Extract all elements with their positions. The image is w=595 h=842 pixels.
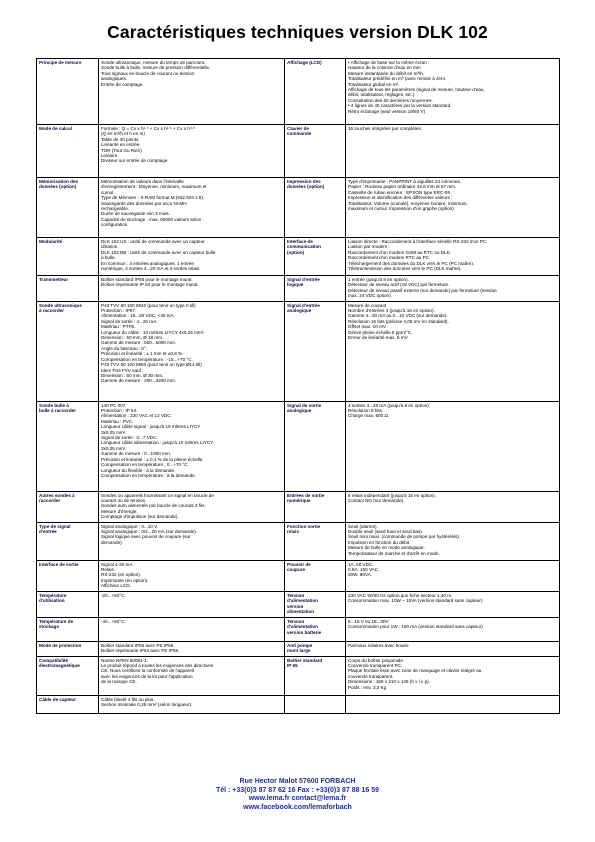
spec-value-line: 16 touches intégrées par complètes. <box>348 126 423 131</box>
spec-value-line: Dimension : 60 mm, Ø 30 mm. <box>101 372 164 378</box>
spec-value-left <box>99 491 285 522</box>
spec-label-line: Sonde ultrasonique <box>39 302 82 308</box>
spec-label-left <box>37 238 99 276</box>
spec-value-line: Sondes ou appareils fournissant un signal en boucle de <box>101 492 214 498</box>
spec-label-right <box>285 591 346 617</box>
spec-value-line: Raccordement d'un modem RTC au PC. <box>348 255 431 261</box>
spec-value-line: Mesure d'énergie. <box>101 508 138 514</box>
spec-value-line: ultrason. <box>101 244 119 250</box>
spec-value-line: analogiques. <box>101 76 128 82</box>
spec-value-line: Longueur câble signal : jusqu'à 10 mètres LIYCY <box>101 424 201 430</box>
spec-value-line: Compensation en température : à la demande. <box>101 472 196 478</box>
spec-value-line: Longueur du câble : 10 mètres LIYCY 4x0,25 mm². <box>101 329 205 335</box>
spec-label-right <box>285 617 346 641</box>
spec-label-line: Boîtier standard <box>287 657 323 663</box>
spec-value-right <box>346 491 560 522</box>
spec-label-line: Principe de mesure <box>39 60 82 65</box>
spec-value-line: DLK 102 US : unité de commande avec un capteur <box>101 239 205 244</box>
spec-label-line: mont large <box>287 648 311 654</box>
spec-value-line: Dimension : 50 mm, Ø 18 mm. <box>101 335 164 341</box>
spec-value-right <box>346 641 560 656</box>
spec-value-line: Imprimante (en option). <box>101 577 149 583</box>
spec-label-right <box>285 276 346 302</box>
spec-value-line: P43 TVV 60 100 0850 (pour tenir un type Ø14 till) <box>101 362 202 368</box>
spec-value-line: Totalisateur prédéfini en m³ (avec remise à zéro. <box>348 76 447 82</box>
spec-value-line: Sauvegarde des données par accu Ni-MH <box>101 200 187 206</box>
footer-contact <box>0 778 595 812</box>
spec-label-line: Signal d'entrée <box>287 302 320 308</box>
spec-value-line: Nombre d'entrées 4 (jusqu'à 16 en option). <box>348 308 435 314</box>
spec-label-left <box>37 59 99 125</box>
spec-label-line: raccorder <box>39 498 61 504</box>
spec-value-line: Dérive pleine échelle 5 ppm/°C. <box>348 329 413 335</box>
spec-value-line: Cassette de ruban encreur : EPSON type ERC-09 <box>348 189 450 195</box>
spec-label-line: Compatibilité <box>39 657 69 663</box>
spec-label-right <box>285 59 346 125</box>
spec-value-left <box>99 522 285 560</box>
spec-label-line: Clavier de <box>287 126 309 131</box>
spec-label-line: Câble de capteur <box>39 696 77 702</box>
spec-label-line: Affichage (LCD) <box>287 60 322 65</box>
spec-value-left <box>99 656 285 695</box>
spec-label-line: Autres sondes à <box>39 492 75 498</box>
spec-row <box>37 591 560 617</box>
spec-value-line: Le produit répond à toutes les exigences des directives <box>101 662 214 668</box>
spec-label-left <box>37 522 99 560</box>
spec-value-line: Double seuil (seuil haut et seuil bas). <box>348 529 424 535</box>
spec-label-line: Sonde bulle à <box>39 402 69 408</box>
spec-label-right <box>285 560 346 591</box>
spec-value-left <box>99 641 285 656</box>
spec-label-line: version <box>287 603 304 609</box>
spec-value-line: -20...+50°C. <box>101 592 126 598</box>
spec-label-line: relais <box>287 529 300 535</box>
spec-label-line: analogique <box>287 408 312 414</box>
spec-row <box>37 641 560 656</box>
spec-row <box>37 695 560 713</box>
spec-value-line: Consommation max. 10W – 15VA (version standard sans capteur) <box>348 598 483 604</box>
spec-row <box>37 59 560 125</box>
spec-value-line: Type de Mémoire : S-RAM format M (632.504 x 8). <box>101 195 205 201</box>
spec-value-line: Angle du faisceau : 6°. <box>101 345 148 351</box>
spec-label-line: données (option) <box>287 184 325 190</box>
spec-value-right <box>346 238 560 276</box>
spec-value-line: 1A, 60 VDC. <box>348 561 374 567</box>
spec-label-left <box>37 401 99 491</box>
spec-value-left <box>99 401 285 491</box>
spec-value-line: 30W, 60VA. <box>348 572 372 578</box>
footer-web-email[interactable]: www.lema.fr contact@lema.fr <box>248 795 347 803</box>
spec-label-line: Modularité <box>39 239 63 244</box>
spec-value-line: max. 24 VDC option). <box>348 293 392 299</box>
spec-value-line: Afficheur LCD. <box>101 583 131 589</box>
spec-value-right <box>346 401 560 491</box>
spec-value-right <box>346 276 560 302</box>
spec-value-line: Compensation en température : 0...+70 °C. <box>101 462 189 468</box>
spec-label-line: communication <box>287 244 321 250</box>
spec-value-line: configuration. <box>101 222 129 228</box>
spec-value-line: cumul. <box>101 189 115 195</box>
spec-label-line: Température <box>39 592 67 598</box>
spec-value-line: Boîtier standard IP65 pour le montage mural. <box>101 277 193 282</box>
spec-value-line: Rétro éclairage (seul version 19/64 V) <box>348 108 426 114</box>
spec-value-line: Affichage de tous les paramètres (signal de mesure, hauteur d'eau, <box>348 87 485 93</box>
spec-value-line: Boîtier standard IP65 avec PE IP65. <box>101 642 175 648</box>
spec-value-line: Table de 30 points. <box>101 136 140 142</box>
spec-value-line: Mesure de bulle en mode analogique. <box>348 545 425 551</box>
spec-value-line: Boîtier imprimante IP 54 pour le montage mural. <box>101 282 199 288</box>
spec-label-right <box>285 238 346 276</box>
spec-value-line: Plaque frontale lisse avec zone de marquage et clavier intégré au <box>348 668 482 674</box>
spec-value-left <box>99 617 285 641</box>
spec-value-left <box>99 695 285 713</box>
spec-label-left <box>37 695 99 713</box>
spec-value-line: Détecteur de niveau passif externe (sur demande) par fermeture (tension <box>348 287 497 293</box>
spec-value-line: Matériau : PTFE. <box>101 324 136 330</box>
footer-address: Rue Hector Malot 57600 FORBACH <box>239 778 356 785</box>
spec-label-left <box>37 301 99 401</box>
spec-row <box>37 238 560 276</box>
spec-value-right <box>346 591 560 617</box>
spec-value-left <box>99 125 285 178</box>
spec-label-line: bulle à raccorder <box>39 408 77 414</box>
spec-row <box>37 276 560 302</box>
spec-value-line: Protection : IP67. <box>101 308 137 314</box>
spec-value-line: de la marque CE. <box>101 679 137 685</box>
spec-value-line: d'enregistrement : Moyenne, minimum, maximum et <box>101 184 207 190</box>
spec-value-line: Signal analogique : 0/4...20 mA (sur demande). <box>101 529 198 535</box>
spec-value-line: Mémorisation de valeurs dans l'intervalle <box>101 179 184 184</box>
spec-value-line: Linéarité en entrée. <box>101 142 141 148</box>
spec-value-line: Erreur de linéarité max. 5 mV. <box>348 335 409 341</box>
spec-label-left <box>37 560 99 591</box>
spec-label-line: électromagnétique <box>39 662 80 668</box>
spec-value-line: Alimentation : 230 VAC et 12 VDC. <box>101 413 172 419</box>
spec-label-left <box>37 617 99 641</box>
spec-value-line: -40...+60°C. <box>101 618 126 624</box>
spec-value-line: Gamme de mesure : 500...6000 mm. <box>101 340 177 346</box>
spec-label-right <box>285 695 346 713</box>
spec-value-line: courant ou de tension. <box>101 498 147 504</box>
spec-value-line: Relais. <box>101 567 116 573</box>
spec-value-line: Gamme de mesure : 200...3200 mm. <box>101 378 177 384</box>
spec-value-line: Signal de sortie : 4...20 mA. <box>101 318 158 324</box>
spec-value-line: Câble blindé 4 fils ou plus. <box>101 696 155 702</box>
spec-value-line: Durée de sauvegarde min 3 mois. <box>101 211 170 217</box>
spec-value-line: Hauteur de la colonne d'eau en mm. <box>348 65 422 71</box>
spec-value-line: Longueur câble alimentation : jusqu'à 10 mètres LIYCY <box>101 440 214 446</box>
spec-table <box>36 58 560 714</box>
spec-value-line: Boîtier imprimante IP54 avec PE IP65. <box>101 648 180 654</box>
spec-value-line: Liaison directe : Raccordement à l'interface sérielle RS-232 d'un PC. <box>348 239 488 244</box>
spec-label-line: données (option) <box>39 184 77 190</box>
spec-value-line: Tous signaux en boucle de courant ou tension <box>101 70 195 76</box>
footer-phone: Tél : +33(0)3 87 87 62 16 Fax : +33(0)3 87 88 16 59 <box>215 786 380 794</box>
spec-label-left <box>37 641 99 656</box>
spec-label-line: d'entrée <box>39 529 57 535</box>
spec-value-line: Poids : env. 3,3 Kg <box>348 684 387 690</box>
spec-value-line: avec les exigences de la loi pour l'application <box>101 673 193 679</box>
spec-value-right <box>346 522 560 560</box>
spec-label-line: Transmetteur <box>39 277 69 282</box>
spec-value-line: Détecteur de niveau actif (18 VDC) par fermeture. <box>348 282 450 288</box>
spec-value-line: maximum et cumul. Impression d'un graphe (option) <box>348 206 454 212</box>
spec-value-line: Contact NO (sur demande). <box>348 498 405 504</box>
spec-label-line: analogique <box>287 308 312 314</box>
spec-value-left <box>99 238 285 276</box>
spec-value-line: 3x0,25 mm². <box>101 445 127 451</box>
page-title: Caractéristiques techniques version DLK 102 <box>107 22 488 42</box>
spec-value-line: Totalisateur, Volume (cumulé), moyenne horaire, minimum, <box>348 200 468 206</box>
spec-label-line: IP 65 <box>287 662 298 668</box>
spec-value-line: Mesure instantanée du débit en m³/h. <box>348 70 425 76</box>
spec-row <box>37 401 560 491</box>
spec-value-right <box>346 695 560 713</box>
spec-value-left <box>99 59 285 125</box>
spec-value-line: Liaison par modem : <box>348 244 390 250</box>
spec-value-line: Totalisateur global en m³. <box>348 81 400 87</box>
spec-value-line: Type d'imprimante : PANPRINT à aiguilles 24 colonnes. <box>348 179 462 184</box>
spec-label-line: Interface de <box>287 239 313 244</box>
spec-value-line: demande). <box>101 539 123 545</box>
spec-value-right <box>346 178 560 238</box>
spec-label-line: commande <box>287 131 312 137</box>
spec-value-line: Sondes auto alimentée par boucle de courant 4 fils. <box>101 503 206 509</box>
spec-row <box>37 125 560 178</box>
spec-label-line: alimentation <box>287 608 315 614</box>
spec-value-line: Capacité de stockage : max. 60000 valeurs selon <box>101 216 202 222</box>
spec-value-line: DLK 102 BB : unité de commande avec un capteur bulle <box>101 249 216 255</box>
spec-label-right <box>285 656 346 695</box>
spec-label-line: Mode de protection <box>39 642 82 648</box>
spec-value-left <box>99 301 285 401</box>
spec-label-left <box>37 591 99 617</box>
spec-value-line: Seuil (alarme). <box>348 523 378 529</box>
spec-row <box>37 301 560 401</box>
spec-label-right <box>285 178 346 238</box>
spec-row <box>37 522 560 560</box>
spec-value-right <box>346 59 560 125</box>
spec-value-line: Temporisateur de marche et d'arrêt en mode. <box>348 550 440 556</box>
spec-value-line: Idem P43 FVV sauf : <box>101 367 144 373</box>
spec-label-line: numérique <box>287 498 311 504</box>
spec-value-line: Parmaux solaires avec bouée <box>348 642 409 648</box>
spec-label-line: logique <box>287 282 304 288</box>
spec-value-line: à bulle. <box>101 255 116 261</box>
spec-label-left <box>37 178 99 238</box>
spec-label-left <box>37 491 99 522</box>
footer-facebook[interactable]: www.facebook.com/lemaforbach <box>243 803 352 811</box>
spec-value-line: Comptage d'impulsion (sur demande). <box>101 514 179 520</box>
spec-value-line: Impulsion en fonction du débit. <box>348 539 411 545</box>
spec-value-line: Signal 4-20 mA. <box>101 561 134 567</box>
spec-label-line: Anti pompe <box>287 642 313 648</box>
spec-label-left <box>37 656 99 695</box>
spec-row <box>37 617 560 641</box>
spec-label-line: Signal d'entrée <box>287 277 320 282</box>
spec-value-line: P43 TVV 60 100 0840 (pour tenir un type 0 till) <box>101 302 196 308</box>
spec-value-line: Corps du boîtier polyamide. <box>348 657 405 663</box>
spec-label-line: (option) <box>287 249 305 255</box>
spec-value-line: Formule : Q = Cv x h¹·⁵ + Cv x h²·⁵ + Cv x h³·⁵ <box>101 126 195 131</box>
spec-value-line: Précision et linéarité : ± 1 mm et ±0,8 %. <box>101 351 184 357</box>
spec-value-line: Matériau : PVC. <box>101 418 134 424</box>
spec-row <box>37 178 560 238</box>
spec-value-line: Téléchargement des données du DLK vers le PC (PC maître). <box>348 260 475 266</box>
spec-label-right <box>285 522 346 560</box>
spec-value-right <box>346 560 560 591</box>
spec-label-line: Impression des <box>287 179 321 184</box>
spec-value-line: Mesure de courant <box>348 302 387 308</box>
spec-value-line: Signal logique avec pouvoir de coupure (sur <box>101 534 191 540</box>
spec-row <box>37 491 560 522</box>
spec-value-line: TOR (Tout Ou Rien) <box>101 147 142 153</box>
spec-label-right <box>285 641 346 656</box>
spec-value-line: Raccordement d'un modem GSM au RTC ou DLK. <box>348 249 451 255</box>
spec-label-line: stockage <box>39 624 59 630</box>
spec-label-line: Pouvoir de <box>287 561 311 567</box>
spec-value-line: Signal analogique : 0...10 V. <box>101 523 159 529</box>
spec-value-line: 1 entrée (jusqu'à 8 en option). <box>348 277 409 282</box>
spec-label-line: Tension <box>287 592 305 598</box>
spec-value-line: Résolution 16 bits (précise 4,00 mV en standard). <box>348 318 449 324</box>
spec-label-line: Signal de sortie <box>287 402 322 408</box>
spec-row <box>37 560 560 591</box>
spec-value-line: Consultation des 60 dernières moyennes. <box>348 97 433 103</box>
spec-value-line: Consommation pour 1W : 150 mA (version standard sans capteur) <box>348 624 483 630</box>
spec-label-line: Interface de sortie <box>39 561 79 567</box>
spec-value-line: couvercle transparent. <box>348 673 394 679</box>
spec-value-line: Longueur du flexible : à la demande. <box>101 467 176 473</box>
spec-value-line: 230 VAC 50/60 Hz option que fiche secteur 1,40 m. <box>348 592 453 598</box>
spec-label-line: Température de <box>39 618 74 624</box>
spec-label-line: Mémorisation des <box>39 179 79 184</box>
spec-label-line: Entrées de sortie <box>287 492 325 498</box>
spec-label-line: version batterie <box>287 629 322 635</box>
spec-value-line: numérique, 4 sorties 4...20 mA et 4 sorties relais. <box>101 266 201 272</box>
spec-value-line: Offset max. 10 mV. <box>348 324 387 330</box>
spec-label-left <box>37 276 99 302</box>
spec-value-line: Entrée de comptage. <box>101 81 144 87</box>
spec-label-line: à raccorder <box>39 308 65 314</box>
spec-label-line: d'alimentation <box>287 624 318 630</box>
spec-value-line: 140 PC 007 <box>101 402 126 408</box>
spec-label-line: Mode de calcul <box>39 126 72 131</box>
spec-label-left <box>37 125 99 178</box>
spec-value-line: débit, totalisateur, réglages, etc.). <box>348 92 416 98</box>
spec-label-right <box>285 301 346 401</box>
spec-value-line: RS-232 (en option). <box>101 572 142 578</box>
spec-value-left <box>99 560 285 591</box>
spec-label-line: coupure <box>287 567 306 573</box>
spec-value-right <box>346 656 560 695</box>
spec-value-line: 8...16 V ou 18...30V <box>348 618 389 624</box>
spec-value-left <box>99 276 285 302</box>
spec-value-line: Compensation en température : -15...+70 °C. <box>101 356 193 362</box>
spec-value-right <box>346 301 560 401</box>
spec-value-left <box>99 178 285 238</box>
spec-value-line: • Affichage de base sur la même écran : <box>348 60 430 65</box>
spec-value-line: • 4 lignes de 40 caractères par la version standard. <box>348 103 452 109</box>
spec-label-line: Type de signal <box>39 523 71 529</box>
spec-value-line: Sonde bulle à bulle, mesure de pression différentielle. <box>101 65 211 71</box>
spec-value-line: Dimensions : 160 x 210 x 145 (h x l x p). <box>348 679 430 685</box>
spec-value-line: Protection : IP 54. <box>101 408 138 414</box>
spec-label-right <box>285 491 346 522</box>
spec-value-line: 4 sorties 4...20 mA (jusqu'à 8 en option). <box>348 402 431 408</box>
spec-value-line: Charge max. 600 Ω. <box>348 413 390 419</box>
spec-value-line: 8 relais indépendant (jusqu'à 16 en option). <box>348 492 436 498</box>
spec-value-line: Résolution 8 bits. <box>348 408 384 414</box>
spec-label-right <box>285 401 346 491</box>
spec-value-line: (Q en m³/h et h en m) <box>101 131 145 137</box>
spec-row <box>37 656 560 695</box>
spec-value-line: CE. Nous certifions la conformité de l'appareil <box>101 668 194 674</box>
spec-value-line: Linéaire. <box>101 153 119 159</box>
spec-value-line: Gamme 4...20 mA ou 0...10 VDC (sur demande). <box>348 313 448 319</box>
spec-label-line: Tension <box>287 618 305 624</box>
spec-label-line: d'utilisation <box>39 598 65 604</box>
spec-value-right <box>346 125 560 178</box>
spec-value-line: Précision et linéarité : ± 0,1 % de la pleine échelle. <box>101 456 204 462</box>
spec-value-line: 3x0,25 mm². <box>101 429 127 435</box>
spec-value-line: Papier : Rouleau papier ordinaire 43.6 mm et 57 mm. <box>348 184 457 190</box>
spec-value-line: Alimentation : 18...30 VDC, <40 mA. <box>101 313 175 319</box>
spec-value-line: Télétransmission des données vers le PC (DLK maître). <box>348 266 462 272</box>
spec-label-line: d'alimentation <box>287 598 318 604</box>
spec-value-line: 0,5A, 150 VAC. <box>348 567 380 573</box>
spec-value-line: Sonde ultrasonique, mesure du temps de parcours. <box>101 60 206 65</box>
spec-label-right <box>285 125 346 178</box>
spec-label-line: Fonction sortie <box>287 523 321 529</box>
spec-value-right <box>346 617 560 641</box>
spec-value-left <box>99 591 285 617</box>
spec-value-line: Section minimale 0,25 mm² (selon longueur). <box>101 701 193 707</box>
spec-value-line: Diviseur sur entrée de comptage. <box>101 158 169 164</box>
spec-value-line: En commun : 4 entrées analogiques, 1 entrée <box>101 260 194 266</box>
spec-value-line: Seuil mini maxi. (commande de pompe par hystérésis). <box>348 534 461 540</box>
spec-value-line: Norme NFEN 50081-1. <box>101 657 148 663</box>
spec-value-line: Gamme de mesure : 0...1000 mm. <box>101 451 171 457</box>
spec-value-line: Signal de sortie : 0...7 VDC. <box>101 435 158 441</box>
spec-value-line: Couvercle transparent PC. <box>348 662 403 668</box>
spec-value-line: Impression et identification des différentes valeurs : <box>348 195 453 201</box>
spec-value-line: rechargeable. <box>101 206 130 212</box>
